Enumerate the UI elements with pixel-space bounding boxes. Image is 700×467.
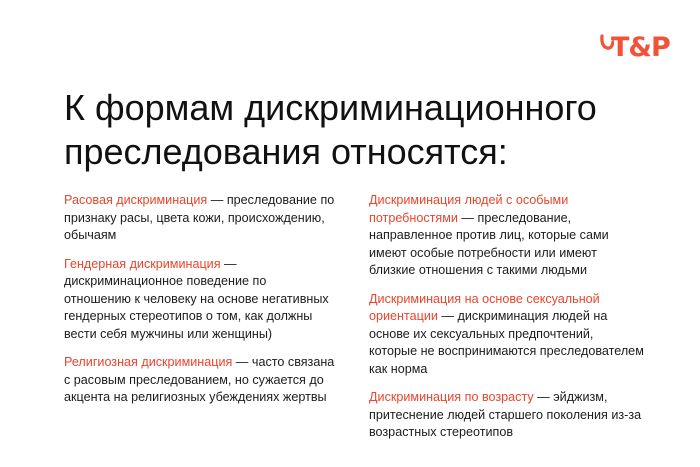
item-description: — преследование по признаку расы, цвета кожи, происхождению, обычаям [64,193,335,242]
page-title [64,86,684,174]
brand-logo[interactable] [600,30,670,64]
item-description: — часто связана с расовым преследованием, но сужается до акцента на религиозных убеждениях жертвы [64,355,335,404]
left-column [64,192,364,418]
item-description: — эйджизм, притеснение людей старшего поколения из-за возрастных стереотипов [369,390,642,439]
title-line-2: преследования относятся: [64,131,508,172]
list-item-age [369,389,669,442]
right-column [369,192,669,453]
item-term: Дискриминация людей с особыми потребностями [369,193,569,225]
item-term: Дискриминация по возрасту [369,390,534,404]
item-description: — преследование, направленное против лиц, которые сами имеют особые потребности или имеют близкие отношения с такими людьми [369,210,609,277]
item-term: Гендерная дискриминация [64,256,221,271]
item-term: Дискриминация на основе сексуальной ориентации [369,291,600,323]
item-term: Религиозная дискриминация [64,355,233,369]
item-description: — дискриминационное поведение по отношению к человеку на основе негативных гендерных стереотипов о том, как должны вести себя мужчины или женщины) [64,256,329,341]
item-description: — дискриминация людей на основе их сексуальных предпочтений, которые не воспринимаются преследователем как норма [369,309,644,376]
list-item-sexual-orientation [369,291,669,379]
list-item-religious [64,354,364,407]
list-item-gender [64,256,364,344]
logo-text: T&P [611,31,670,63]
title-line-1: К формам дискриминационного [64,87,597,128]
item-term: Расовая дискриминация [64,193,208,207]
list-item-racial [64,192,364,245]
list-item-special-needs [369,192,669,280]
